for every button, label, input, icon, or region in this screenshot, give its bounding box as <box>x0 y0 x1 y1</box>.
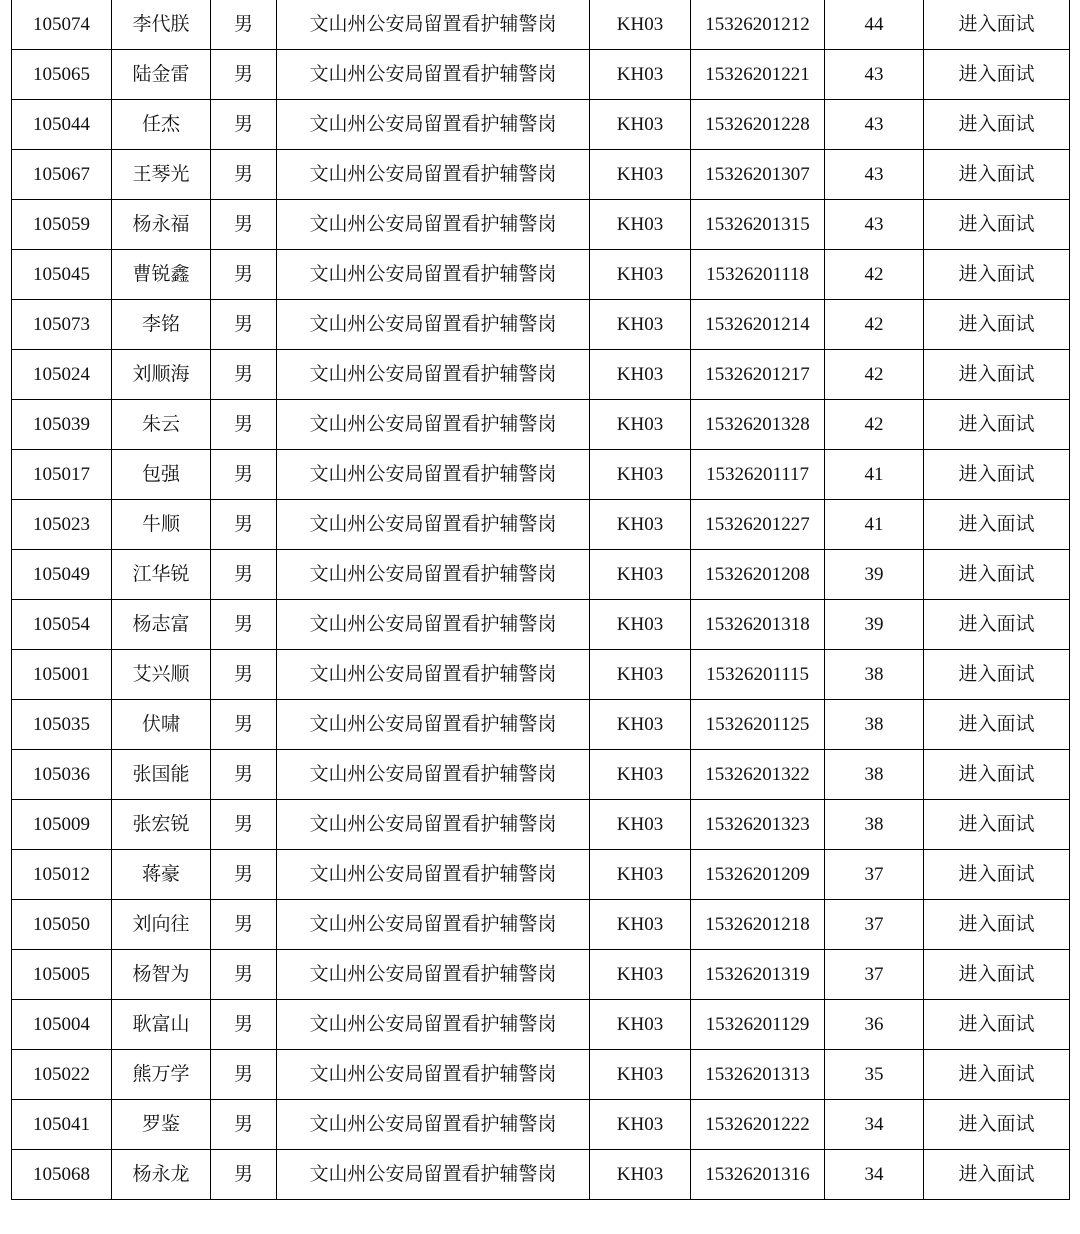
gender-cell: 男 <box>211 450 277 500</box>
name-cell: 李代朕 <box>112 0 211 50</box>
name-cell: 包强 <box>112 450 211 500</box>
gender-cell: 男 <box>211 100 277 150</box>
gender-cell: 男 <box>211 350 277 400</box>
gender-cell: 男 <box>211 600 277 650</box>
score-cell: 44 <box>825 0 924 50</box>
post-code-cell: KH03 <box>590 650 691 700</box>
exam-number-cell: 15326201228 <box>691 100 825 150</box>
position-cell: 文山州公安局留置看护辅警岗 <box>277 300 590 350</box>
position-cell: 文山州公安局留置看护辅警岗 <box>277 1100 590 1150</box>
table-row <box>12 300 1070 350</box>
exam-number-cell: 15326201217 <box>691 350 825 400</box>
name-cell: 熊万学 <box>112 1050 211 1100</box>
registration-id-cell: 105073 <box>12 300 112 350</box>
result-cell: 进入面试 <box>924 850 1070 900</box>
result-cell: 进入面试 <box>924 350 1070 400</box>
position-cell: 文山州公安局留置看护辅警岗 <box>277 700 590 750</box>
score-cell: 42 <box>825 350 924 400</box>
result-cell: 进入面试 <box>924 50 1070 100</box>
name-cell: 刘向往 <box>112 900 211 950</box>
score-cell: 43 <box>825 200 924 250</box>
exam-number-cell: 15326201316 <box>691 1150 825 1200</box>
exam-number-cell: 15326201214 <box>691 300 825 350</box>
exam-number-cell: 15326201307 <box>691 150 825 200</box>
result-cell: 进入面试 <box>924 500 1070 550</box>
exam-number-cell: 15326201117 <box>691 450 825 500</box>
score-cell: 38 <box>825 650 924 700</box>
gender-cell: 男 <box>211 550 277 600</box>
result-cell: 进入面试 <box>924 900 1070 950</box>
table-row <box>12 1000 1070 1050</box>
post-code-cell: KH03 <box>590 100 691 150</box>
post-code-cell: KH03 <box>590 250 691 300</box>
registration-id-cell: 105024 <box>12 350 112 400</box>
registration-id-cell: 105036 <box>12 750 112 800</box>
result-cell: 进入面试 <box>924 950 1070 1000</box>
post-code-cell: KH03 <box>590 50 691 100</box>
gender-cell: 男 <box>211 50 277 100</box>
score-cell: 38 <box>825 750 924 800</box>
result-cell: 进入面试 <box>924 1000 1070 1050</box>
position-cell: 文山州公安局留置看护辅警岗 <box>277 500 590 550</box>
gender-cell: 男 <box>211 1150 277 1200</box>
registration-id-cell: 105068 <box>12 1150 112 1200</box>
registration-id-cell: 105074 <box>12 0 112 50</box>
result-cell: 进入面试 <box>924 0 1070 50</box>
score-cell: 39 <box>825 600 924 650</box>
post-code-cell: KH03 <box>590 950 691 1000</box>
position-cell: 文山州公安局留置看护辅警岗 <box>277 1000 590 1050</box>
position-cell: 文山州公安局留置看护辅警岗 <box>277 400 590 450</box>
name-cell: 刘顺海 <box>112 350 211 400</box>
name-cell: 张国能 <box>112 750 211 800</box>
gender-cell: 男 <box>211 800 277 850</box>
name-cell: 李铭 <box>112 300 211 350</box>
registration-id-cell: 105009 <box>12 800 112 850</box>
position-cell: 文山州公安局留置看护辅警岗 <box>277 1150 590 1200</box>
name-cell: 张宏锐 <box>112 800 211 850</box>
exam-number-cell: 15326201222 <box>691 1100 825 1150</box>
position-cell: 文山州公安局留置看护辅警岗 <box>277 550 590 600</box>
score-cell: 35 <box>825 1050 924 1100</box>
registration-id-cell: 105067 <box>12 150 112 200</box>
score-cell: 43 <box>825 50 924 100</box>
result-cell: 进入面试 <box>924 600 1070 650</box>
exam-number-cell: 15326201208 <box>691 550 825 600</box>
registration-id-cell: 105005 <box>12 950 112 1000</box>
result-cell: 进入面试 <box>924 800 1070 850</box>
gender-cell: 男 <box>211 500 277 550</box>
exam-number-cell: 15326201218 <box>691 900 825 950</box>
table-row <box>12 100 1070 150</box>
registration-id-cell: 105065 <box>12 50 112 100</box>
table-row <box>12 400 1070 450</box>
score-cell: 43 <box>825 100 924 150</box>
name-cell: 杨永龙 <box>112 1150 211 1200</box>
gender-cell: 男 <box>211 150 277 200</box>
exam-number-cell: 15326201129 <box>691 1000 825 1050</box>
table-row <box>12 600 1070 650</box>
post-code-cell: KH03 <box>590 900 691 950</box>
gender-cell: 男 <box>211 300 277 350</box>
score-cell: 42 <box>825 400 924 450</box>
name-cell: 任杰 <box>112 100 211 150</box>
exam-number-cell: 15326201212 <box>691 0 825 50</box>
registration-id-cell: 105017 <box>12 450 112 500</box>
name-cell: 耿富山 <box>112 1000 211 1050</box>
position-cell: 文山州公安局留置看护辅警岗 <box>277 900 590 950</box>
score-cell: 43 <box>825 150 924 200</box>
position-cell: 文山州公安局留置看护辅警岗 <box>277 450 590 500</box>
score-cell: 38 <box>825 700 924 750</box>
table-row <box>12 900 1070 950</box>
post-code-cell: KH03 <box>590 1100 691 1150</box>
position-cell: 文山州公安局留置看护辅警岗 <box>277 200 590 250</box>
table-row <box>12 1150 1070 1200</box>
post-code-cell: KH03 <box>590 550 691 600</box>
table-row <box>12 150 1070 200</box>
registration-id-cell: 105059 <box>12 200 112 250</box>
position-cell: 文山州公安局留置看护辅警岗 <box>277 650 590 700</box>
post-code-cell: KH03 <box>590 1150 691 1200</box>
gender-cell: 男 <box>211 750 277 800</box>
gender-cell: 男 <box>211 1050 277 1100</box>
table-row <box>12 800 1070 850</box>
post-code-cell: KH03 <box>590 800 691 850</box>
exam-number-cell: 15326201115 <box>691 650 825 700</box>
position-cell: 文山州公安局留置看护辅警岗 <box>277 150 590 200</box>
exam-number-cell: 15326201227 <box>691 500 825 550</box>
score-cell: 39 <box>825 550 924 600</box>
post-code-cell: KH03 <box>590 700 691 750</box>
post-code-cell: KH03 <box>590 350 691 400</box>
score-cell: 38 <box>825 800 924 850</box>
exam-number-cell: 15326201322 <box>691 750 825 800</box>
position-cell: 文山州公安局留置看护辅警岗 <box>277 250 590 300</box>
name-cell: 王琴光 <box>112 150 211 200</box>
gender-cell: 男 <box>211 1100 277 1150</box>
post-code-cell: KH03 <box>590 500 691 550</box>
results-table-body <box>12 0 1070 1200</box>
exam-number-cell: 15326201319 <box>691 950 825 1000</box>
name-cell: 江华锐 <box>112 550 211 600</box>
table-row <box>12 750 1070 800</box>
score-cell: 37 <box>825 850 924 900</box>
post-code-cell: KH03 <box>590 1050 691 1100</box>
result-cell: 进入面试 <box>924 100 1070 150</box>
registration-id-cell: 105023 <box>12 500 112 550</box>
gender-cell: 男 <box>211 950 277 1000</box>
score-cell: 42 <box>825 300 924 350</box>
name-cell: 杨智为 <box>112 950 211 1000</box>
registration-id-cell: 105039 <box>12 400 112 450</box>
position-cell: 文山州公安局留置看护辅警岗 <box>277 100 590 150</box>
result-cell: 进入面试 <box>924 750 1070 800</box>
gender-cell: 男 <box>211 700 277 750</box>
result-cell: 进入面试 <box>924 550 1070 600</box>
name-cell: 曹锐鑫 <box>112 250 211 300</box>
post-code-cell: KH03 <box>590 850 691 900</box>
score-cell: 37 <box>825 900 924 950</box>
table-row <box>12 950 1070 1000</box>
registration-id-cell: 105035 <box>12 700 112 750</box>
result-cell: 进入面试 <box>924 700 1070 750</box>
table-row <box>12 200 1070 250</box>
name-cell: 朱云 <box>112 400 211 450</box>
registration-id-cell: 105001 <box>12 650 112 700</box>
table-row <box>12 50 1070 100</box>
gender-cell: 男 <box>211 850 277 900</box>
exam-number-cell: 15326201209 <box>691 850 825 900</box>
result-cell: 进入面试 <box>924 250 1070 300</box>
score-cell: 34 <box>825 1150 924 1200</box>
table-row <box>12 1100 1070 1150</box>
registration-id-cell: 105050 <box>12 900 112 950</box>
post-code-cell: KH03 <box>590 750 691 800</box>
registration-id-cell: 105054 <box>12 600 112 650</box>
name-cell: 罗鉴 <box>112 1100 211 1150</box>
name-cell: 牛顺 <box>112 500 211 550</box>
exam-number-cell: 15326201118 <box>691 250 825 300</box>
exam-number-cell: 15326201125 <box>691 700 825 750</box>
score-cell: 36 <box>825 1000 924 1050</box>
result-cell: 进入面试 <box>924 1050 1070 1100</box>
table-row <box>12 1050 1070 1100</box>
result-cell: 进入面试 <box>924 200 1070 250</box>
gender-cell: 男 <box>211 1000 277 1050</box>
name-cell: 伏啸 <box>112 700 211 750</box>
exam-number-cell: 15326201318 <box>691 600 825 650</box>
gender-cell: 男 <box>211 400 277 450</box>
gender-cell: 男 <box>211 0 277 50</box>
table-row <box>12 550 1070 600</box>
name-cell: 艾兴顺 <box>112 650 211 700</box>
score-cell: 41 <box>825 500 924 550</box>
position-cell: 文山州公安局留置看护辅警岗 <box>277 50 590 100</box>
registration-id-cell: 105004 <box>12 1000 112 1050</box>
score-cell: 41 <box>825 450 924 500</box>
result-cell: 进入面试 <box>924 300 1070 350</box>
position-cell: 文山州公安局留置看护辅警岗 <box>277 800 590 850</box>
post-code-cell: KH03 <box>590 600 691 650</box>
score-cell: 37 <box>825 950 924 1000</box>
post-code-cell: KH03 <box>590 1000 691 1050</box>
result-cell: 进入面试 <box>924 450 1070 500</box>
position-cell: 文山州公安局留置看护辅警岗 <box>277 1050 590 1100</box>
result-cell: 进入面试 <box>924 150 1070 200</box>
post-code-cell: KH03 <box>590 150 691 200</box>
post-code-cell: KH03 <box>590 300 691 350</box>
registration-id-cell: 105045 <box>12 250 112 300</box>
result-cell: 进入面试 <box>924 1150 1070 1200</box>
position-cell: 文山州公安局留置看护辅警岗 <box>277 0 590 50</box>
exam-number-cell: 15326201315 <box>691 200 825 250</box>
result-cell: 进入面试 <box>924 400 1070 450</box>
position-cell: 文山州公安局留置看护辅警岗 <box>277 850 590 900</box>
post-code-cell: KH03 <box>590 450 691 500</box>
registration-id-cell: 105044 <box>12 100 112 150</box>
gender-cell: 男 <box>211 250 277 300</box>
table-row <box>12 650 1070 700</box>
exam-number-cell: 15326201328 <box>691 400 825 450</box>
name-cell: 蒋豪 <box>112 850 211 900</box>
registration-id-cell: 105022 <box>12 1050 112 1100</box>
table-row <box>12 350 1070 400</box>
table-row <box>12 850 1070 900</box>
table-row <box>12 700 1070 750</box>
name-cell: 陆金雷 <box>112 50 211 100</box>
result-cell: 进入面试 <box>924 650 1070 700</box>
gender-cell: 男 <box>211 200 277 250</box>
position-cell: 文山州公安局留置看护辅警岗 <box>277 750 590 800</box>
results-table <box>11 0 1070 1200</box>
result-cell: 进入面试 <box>924 1100 1070 1150</box>
table-row <box>12 250 1070 300</box>
exam-number-cell: 15326201313 <box>691 1050 825 1100</box>
position-cell: 文山州公安局留置看护辅警岗 <box>277 950 590 1000</box>
table-row <box>12 500 1070 550</box>
registration-id-cell: 105041 <box>12 1100 112 1150</box>
position-cell: 文山州公安局留置看护辅警岗 <box>277 600 590 650</box>
table-row <box>12 0 1070 50</box>
table-row <box>12 450 1070 500</box>
post-code-cell: KH03 <box>590 200 691 250</box>
registration-id-cell: 105049 <box>12 550 112 600</box>
post-code-cell: KH03 <box>590 400 691 450</box>
score-cell: 34 <box>825 1100 924 1150</box>
name-cell: 杨志富 <box>112 600 211 650</box>
exam-number-cell: 15326201221 <box>691 50 825 100</box>
name-cell: 杨永福 <box>112 200 211 250</box>
exam-number-cell: 15326201323 <box>691 800 825 850</box>
gender-cell: 男 <box>211 900 277 950</box>
position-cell: 文山州公安局留置看护辅警岗 <box>277 350 590 400</box>
post-code-cell: KH03 <box>590 0 691 50</box>
score-cell: 42 <box>825 250 924 300</box>
registration-id-cell: 105012 <box>12 850 112 900</box>
gender-cell: 男 <box>211 650 277 700</box>
